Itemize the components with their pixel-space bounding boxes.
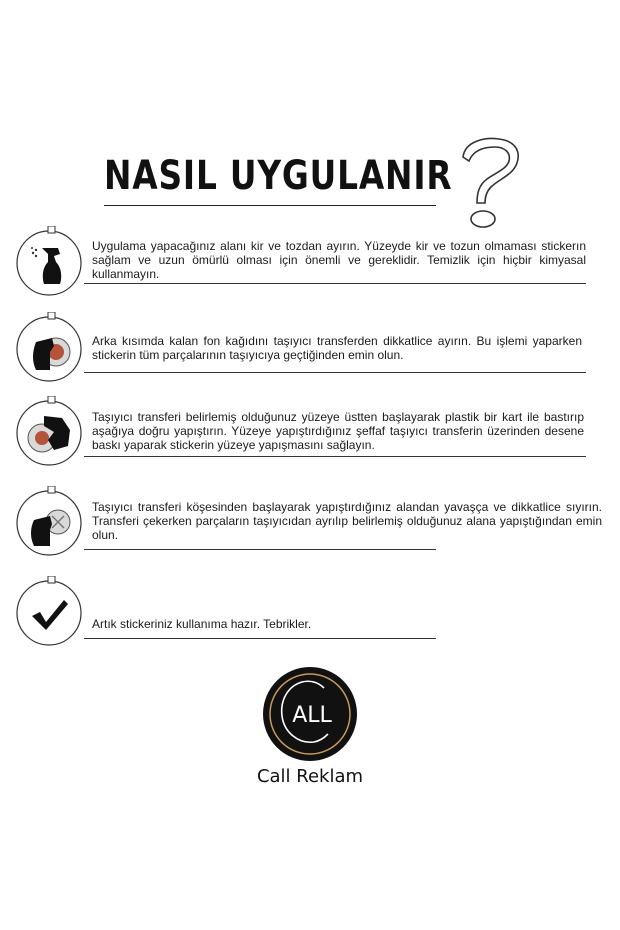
step-1-rule <box>84 283 586 284</box>
step-3-text: Taşıyıcı transferi belirlemiş olduğunuz yüzeye üstten başlayarak plastik bir kart ile bastırıp aşağıya doğru yapıştırın. Yüzeye yapıştırdığınız şeffaf taşıyıcı transferin üzerinden desene baskı yaparak stickerin yüzeye yapışmasını sağlayın. <box>92 410 584 452</box>
peel-transfer-icon <box>14 312 84 382</box>
step-5-rule <box>84 638 436 639</box>
step-2-rule <box>84 372 586 373</box>
step-4-rule <box>84 549 436 550</box>
step-4-text: Taşıyıcı transferi köşesinden başlayarak yapıştırdığınız alandan yavaşça ve dikkatlice sıyırın. Transferi çekerken parçaların taşıyıcıdan ayrılıp belirlemiş olduğunuz alana yapıştığından emin olun. <box>92 500 602 542</box>
checkmark-icon <box>14 576 84 646</box>
call-reklam-logo <box>262 666 358 762</box>
page-title: NASIL UYGULANIR <box>104 153 453 199</box>
question-mark-icon <box>455 135 525 230</box>
apply-card-icon <box>14 396 84 466</box>
step-2-text: Arka kısımda kalan fon kağıdını taşıyıcı transferden dikkatlice ayırın. Bu işlemi yaparken stickerin tüm parçalarının taşıyıcıya geçtiğinden emin olun. <box>92 334 582 362</box>
title-underline <box>104 205 436 206</box>
logo-text: ALL <box>292 703 332 728</box>
step-1-text: Uygulama yapacağınız alanı kir ve tozdan ayırın. Yüzeyde kir ve tozun olmaması stickerın sağlam ve uzun ömürlü olması için önemli ve gereklidir. Temizlik için hiçbir kimyasal kullanmayın. <box>92 239 586 281</box>
spray-bottle-icon <box>14 226 84 296</box>
step-3-rule <box>84 456 586 457</box>
remove-transfer-icon <box>14 486 84 556</box>
brand-name: Call Reklam <box>256 766 364 787</box>
step-5-text: Artık stickeriniz kullanıma hazır. Tebrikler. <box>92 617 312 631</box>
